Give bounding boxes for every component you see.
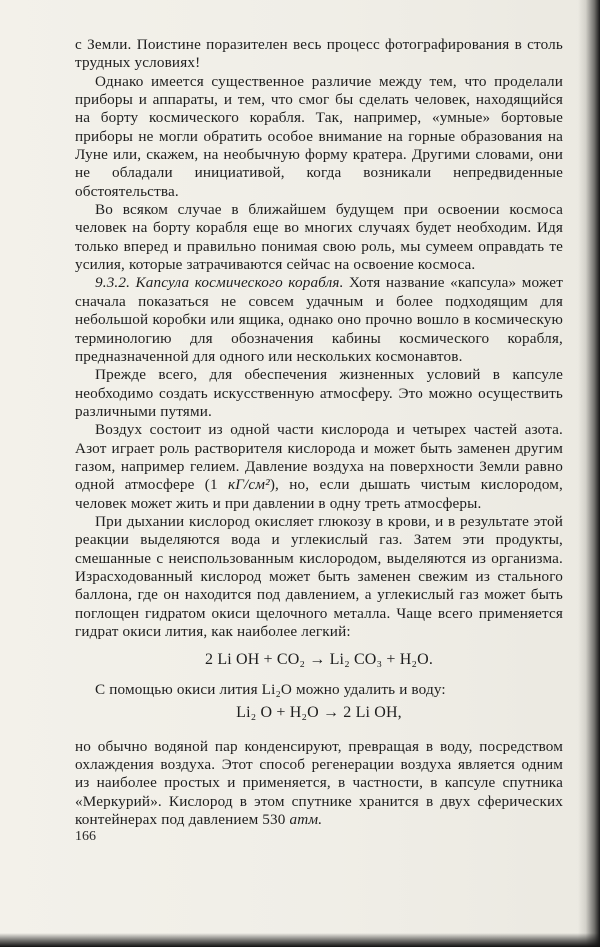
paragraph-4 — [75, 274, 563, 366]
formula-lithium-hydroxide-co2: 2 Li OH + CO₂ → Li₂ CO₃ + H₂O. — [205, 651, 433, 669]
body-text — [75, 36, 563, 829]
page-bottom-edge — [0, 933, 600, 947]
pressure-unit: кГ/см² — [227, 476, 270, 494]
paragraph-8: С помощью окиси лития Li₂O можно удалить и воду: — [95, 681, 446, 699]
paragraph-9-text: но обычно водяной пар конденсируют, превращая в воду, посредством охлаждения воздуха. Этот способ регенерации воздуха является одним из наиболее простых и применяется, в частности, в капсуле спутника «Меркурий». Кислород в этом спутнике хранится в двух сферических контейнерах под давлением 530 — [75, 737, 563, 829]
paragraph-5: Прежде всего, для обеспечения жизненных условий в капсуле необходимо создать искусственную атмосферу. Это можно осуществить различными путями. — [75, 366, 563, 420]
atm-unit: атм. — [289, 811, 323, 829]
paragraph-3: Во всяком случае в ближайшем будущем при освоении космоса человек на борту корабля еще во многих случаях будет необходим. Идя только вперед и правильно понимая свою роль, мы сумеем оправдать те усилия, которые затрачиваются сейчас на освоение космоса. — [75, 201, 563, 274]
paragraph-6-text-before: Воздух состоит из одной части кислорода и четырех частей азота. Азот играет роль растворителя кислорода и может быть заменен другим газом, например гелием. Давление воздуха на поверхности Земли равно одной атмосфере (1 — [75, 421, 563, 494]
paragraph-2: Однако имеется существенное различие между тем, что проделали приборы и аппараты, и тем, что смог бы сделать человек, находящийся на борту космического корабля. Так, например, «умные» бортовые приборы не могли обратить особое внимание на горные образования на Луне или, скажем, на необычную форму кратера. Другими словами, они не обладали инициативой, когда возникали непредвиденные обстоятельства. — [75, 72, 563, 200]
paragraph-4-text: Хотя название «капсула» может сначала показаться не совсем удачным и более подходящим для небольшой коробки или ящика, однако оно прочно вошло в космическую терминологию для обозначения кабины космического корабля, предназначенной для одного или нескольких космонавтов. — [75, 274, 563, 365]
paragraph-7: При дыхании кислород окисляет глюкозу в крови, и в результате этой реакции выделяются вода и углекислый газ. Затем эти продукты, смешанные с неиспользованным кислородом, выделяются из организма. Израсходованный кислород может быть заменен свежим из стального баллона, где он находится под давлением, а углекислый газ может быть поглощен гидратом окиси щелочного металла. Чаще всего применяется гидрат окиси лития, как наиболее легкий: — [75, 512, 563, 640]
paragraph-9 — [75, 738, 563, 830]
paragraph-1: с Земли. Поистине поразителен весь процесс фотографирования в столь трудных условиях! — [75, 36, 563, 72]
page-number: 166 — [75, 829, 96, 844]
section-heading: 9.3.2. Капсула космического корабля. — [95, 274, 344, 292]
page-edge-shadow — [578, 0, 600, 947]
paragraph-6 — [75, 421, 563, 513]
paragraph-6-text-after: ), но, если дышать чистым кислородом, человек может жить и при давлении в одну треть атмосферы. — [75, 476, 563, 512]
formula-lithium-oxide-water: Li₂ O + H₂O → 2 Li OH, — [236, 703, 402, 721]
